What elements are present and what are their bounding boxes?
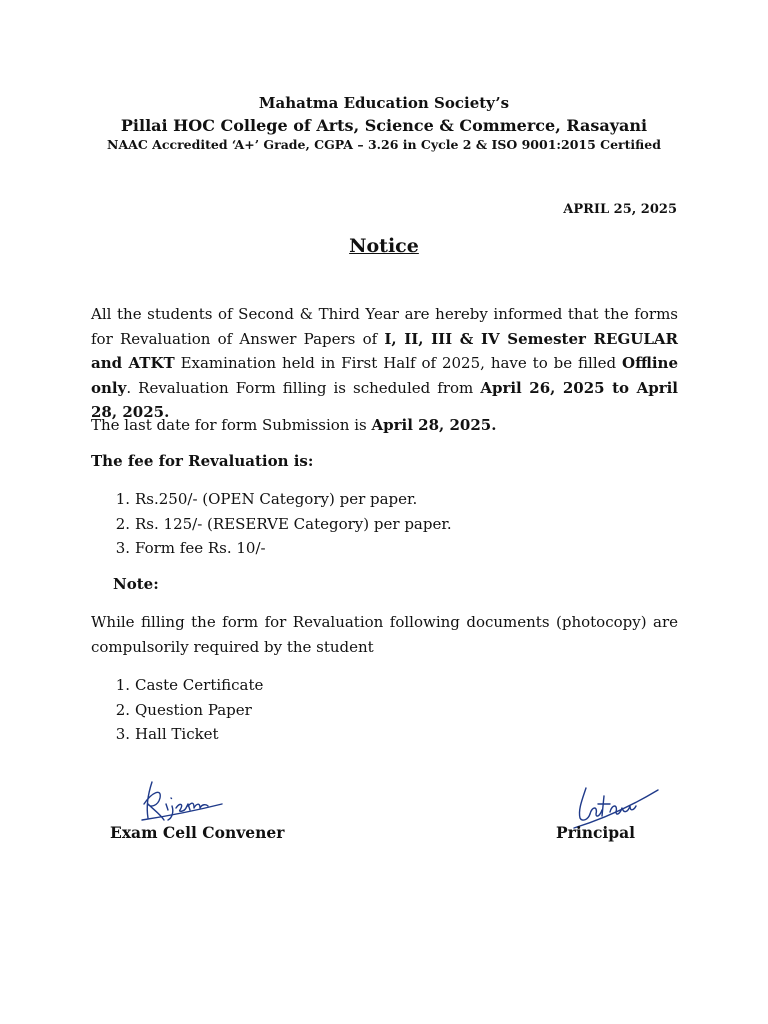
fee-reserve: Rs. 125/- (RESERVE Category) per paper. — [135, 514, 452, 533]
doc-question-paper: Question Paper — [135, 700, 252, 719]
list-item — [91, 536, 452, 561]
offline-only: Offline only — [91, 354, 678, 397]
item-number: 2. — [115, 514, 130, 533]
exam-cell-convener-label: Exam Cell Convener — [110, 823, 285, 842]
documents-paragraph: While filling the form for Revaluation following documents (photocopy) are compulsorily required by the student — [91, 613, 678, 656]
college-name: Pillai HOC College of Arts, Science & Commerce, Rasayani — [120, 116, 648, 135]
list-item — [91, 512, 452, 537]
last-date-paragraph — [91, 413, 678, 438]
item-number: 2. — [115, 700, 130, 719]
list-item — [91, 698, 263, 723]
notice-date: APRIL 25, 2025 — [563, 202, 677, 217]
convener-signature — [138, 774, 224, 822]
principal-label: Principal — [556, 823, 636, 842]
intro-paragraph — [91, 302, 678, 425]
note-label: Note: — [113, 575, 159, 593]
intro-text-3: . Revaluation Form filling is scheduled from — [126, 378, 481, 397]
fee-heading: The fee for Revaluation is: — [91, 452, 314, 470]
list-item — [91, 673, 263, 698]
item-number: 1. — [115, 676, 130, 694]
schedule-dates: April 26, 2025 to April 28, 2025. — [91, 378, 678, 421]
intro-text-1: All the students of Second & Third Year are hereby informed that the forms for Revaluation of Answer Papers of — [91, 305, 678, 348]
last-date-text: The last date for form Submission is — [91, 416, 372, 434]
item-number: 3. — [115, 539, 130, 557]
doc-caste-certificate: Caste Certificate — [135, 676, 264, 694]
intro-text-2: Examination held in First Half of 2025, have to be filled — [174, 354, 623, 372]
accreditation-line: NAAC Accredited ‘A+’ Grade, CGPA – 3.26 in Cycle 2 & ISO 9001:2015 Certified — [107, 137, 661, 152]
last-date-value: April 28, 2025. — [371, 416, 497, 434]
doc-hall-ticket: Hall Ticket — [135, 725, 219, 743]
fee-open: Rs.250/- (OPEN Category) per paper. — [135, 490, 418, 508]
society-name: Mahatma Education Society’s — [258, 94, 510, 112]
documents-list — [91, 673, 263, 747]
item-number: 1. — [115, 490, 130, 508]
list-item — [91, 722, 263, 747]
notice-title: Notice — [349, 235, 419, 257]
item-number: 3. — [115, 725, 130, 743]
fee-list — [91, 487, 452, 561]
fee-form: Form fee Rs. 10/- — [135, 539, 266, 557]
list-item — [91, 487, 452, 512]
semester-info: I, II, III & IV Semester REGULAR and ATKT — [91, 329, 678, 372]
